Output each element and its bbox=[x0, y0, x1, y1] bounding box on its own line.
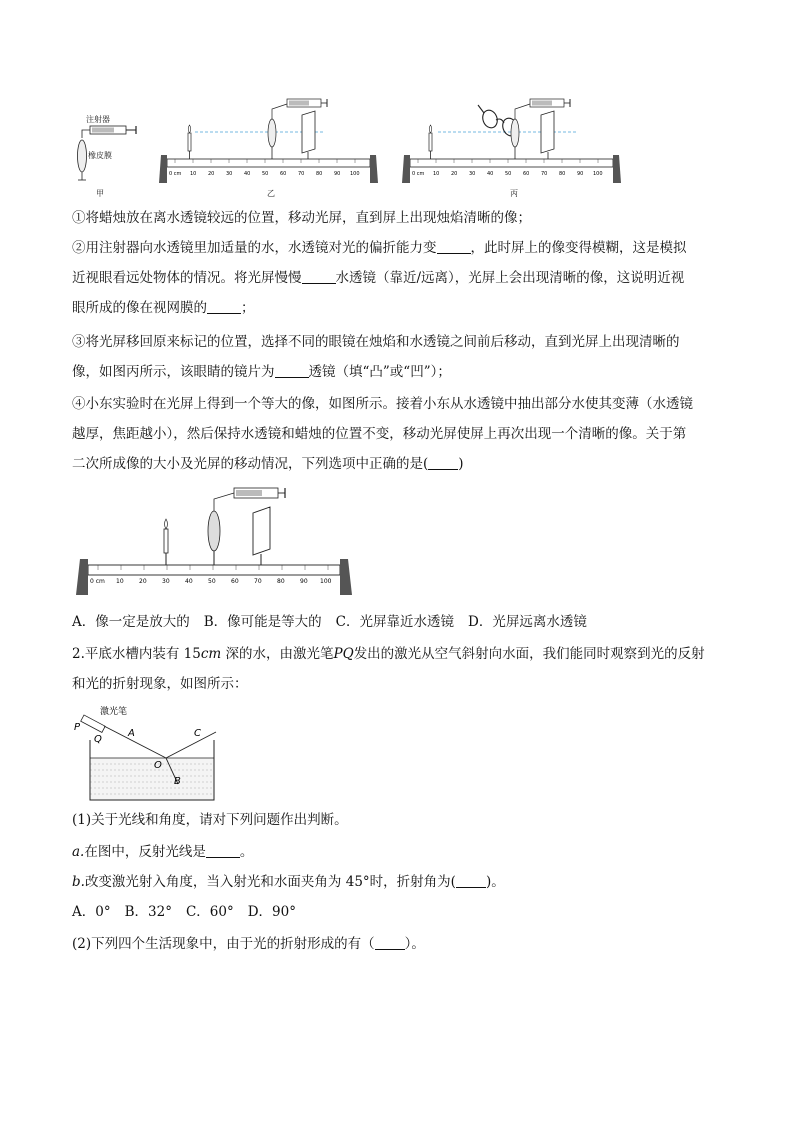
q2-intro-line2: 和光的折射现象，如图所示： bbox=[72, 676, 248, 692]
caption-yi: 乙 bbox=[267, 189, 275, 198]
tick-label: 60 bbox=[523, 171, 530, 177]
q1-step3-line2: 像，如图丙所示，该眼睛的镜片为 透镜（填“凸”或“凹”）； bbox=[72, 364, 451, 380]
answer-blank[interactable] bbox=[456, 873, 486, 888]
tick-label: 10 bbox=[433, 171, 440, 177]
tick-label: 90 bbox=[334, 171, 341, 177]
caption-bing: 丙 bbox=[510, 189, 518, 198]
q2-a: a.在图中，反射光线是 。 bbox=[72, 844, 254, 860]
option-d[interactable]: D．光屏远离水透镜 bbox=[468, 614, 587, 630]
answer-blank[interactable] bbox=[302, 269, 336, 284]
tick-label: 30 bbox=[469, 171, 476, 177]
answer-blank[interactable] bbox=[207, 299, 241, 314]
q2-b-options bbox=[72, 902, 310, 922]
option-c[interactable]: C．60° bbox=[185, 904, 234, 920]
answer-blank[interactable] bbox=[206, 843, 240, 858]
q2-intro-line1: 2.平底水槽内装有 15cm 深的水，由激光笔PQ发出的激光从空气斜射向水面，我们能同时观察到光的反射 bbox=[72, 646, 705, 662]
figure-yi bbox=[155, 95, 385, 201]
figure-jia bbox=[70, 108, 150, 200]
answer-blank[interactable] bbox=[375, 935, 405, 950]
q1-step4-line2: 越厚，焦距越小），然后保持水透镜和蜡烛的位置不变，移动光屏使屏上再次出现一个清晰的像。关于第 bbox=[72, 426, 687, 442]
q1-step3-line1: ③将光屏移回原来标记的位置，选择不同的眼镜在烛焰和水透镜之间前后移动，直到光屏上出现清晰的 bbox=[72, 334, 680, 350]
label-Q: Q bbox=[94, 734, 102, 745]
q2-sub1: (1)关于光线和角度，请对下列问题作出判断。 bbox=[72, 812, 348, 828]
option-a[interactable]: A．像一定是放大的 bbox=[72, 614, 190, 630]
tick-label: 100 bbox=[350, 171, 360, 177]
tick-label: 60 bbox=[231, 578, 239, 585]
q2-sub2: (2)下列四个生活现象中，由于光的折射形成的有（ ）。 bbox=[72, 936, 425, 952]
label-P: P bbox=[74, 722, 81, 733]
tick-label: 70 bbox=[541, 171, 548, 177]
tick-label: 30 bbox=[162, 578, 170, 585]
tick-label: 90 bbox=[300, 578, 308, 585]
label-B: B bbox=[174, 776, 181, 787]
q1-step1: ①将蜡烛放在离水透镜较远的位置，移动光屏，直到屏上出现烛焰清晰的像； bbox=[72, 210, 531, 226]
option-c[interactable]: C．光屏靠近水透镜 bbox=[335, 614, 455, 630]
tick-label: 40 bbox=[487, 171, 494, 177]
tick-label: 80 bbox=[277, 578, 285, 585]
tick-label: 80 bbox=[316, 171, 323, 177]
answer-blank[interactable] bbox=[437, 239, 471, 254]
label-C: C bbox=[194, 728, 201, 739]
q1-step4-line1: ④小东实验时在光屏上得到一个等大的像，如图所示。接着小东从水透镜中抽出部分水使其变薄（水透镜 bbox=[72, 396, 693, 412]
label-O: O bbox=[154, 760, 162, 771]
tick-label: 70 bbox=[298, 171, 305, 177]
tick-label: 20 bbox=[208, 171, 215, 177]
ruler-unit-4: 0 cm bbox=[90, 578, 105, 585]
option-b[interactable]: B．像可能是等大的 bbox=[203, 614, 322, 630]
tick-label: 50 bbox=[208, 578, 216, 585]
laser-title: 激光笔 bbox=[100, 707, 128, 717]
figure-bench-4 bbox=[70, 485, 360, 597]
tick-label: 100 bbox=[320, 578, 332, 585]
tick-label: 50 bbox=[505, 171, 512, 177]
figure-laser bbox=[70, 702, 230, 802]
caption-jia: 甲 bbox=[96, 189, 104, 198]
option-a[interactable]: A．0° bbox=[72, 904, 111, 920]
tick-label: 60 bbox=[280, 171, 287, 177]
q1-options bbox=[72, 612, 601, 632]
option-b[interactable]: B．32° bbox=[124, 904, 172, 920]
ruler-unit-yi: 0 cm bbox=[169, 171, 182, 177]
ruler-unit-bing: 0 cm bbox=[412, 171, 425, 177]
q2-b: b.改变激光射入角度，当入射光和水面夹角为 45°时，折射角为( )。 bbox=[72, 874, 505, 890]
q1-step2-line3: 眼所成的像在视网膜的 ； bbox=[72, 300, 255, 316]
tick-label: 10 bbox=[190, 171, 197, 177]
tick-label: 70 bbox=[254, 578, 262, 585]
label-syringe: 注射器 bbox=[86, 115, 110, 124]
label-A: A bbox=[128, 728, 135, 739]
q1-step4-line3: 二次所成像的大小及光屏的移动情况，下列选项中正确的是( ) bbox=[72, 456, 464, 472]
answer-blank[interactable] bbox=[275, 363, 309, 378]
option-d[interactable]: D．90° bbox=[247, 904, 296, 920]
answer-blank[interactable] bbox=[428, 455, 458, 470]
tick-label: 80 bbox=[559, 171, 566, 177]
q1-step2-line1: ②用注射器向水透镜里加适量的水，水透镜对光的偏折能力变 ，此时屏上的像变得模糊，这是模拟 bbox=[72, 240, 687, 256]
tick-label: 20 bbox=[139, 578, 147, 585]
tick-label: 50 bbox=[262, 171, 269, 177]
figure-bing bbox=[398, 95, 628, 201]
tick-label: 10 bbox=[116, 578, 124, 585]
label-membrane: 橡皮膜 bbox=[88, 151, 112, 160]
tick-label: 20 bbox=[451, 171, 458, 177]
tick-label: 100 bbox=[593, 171, 603, 177]
tick-label: 40 bbox=[244, 171, 251, 177]
tick-label: 40 bbox=[185, 578, 193, 585]
tick-label: 30 bbox=[226, 171, 233, 177]
tick-label: 90 bbox=[577, 171, 584, 177]
laser-pen-icon bbox=[81, 715, 105, 732]
q1-step2-line2: 近视眼看远处物体的情况。将光屏慢慢 水透镜（靠近/远离），光屏上会出现清晰的像，这说明近视 bbox=[72, 270, 685, 286]
